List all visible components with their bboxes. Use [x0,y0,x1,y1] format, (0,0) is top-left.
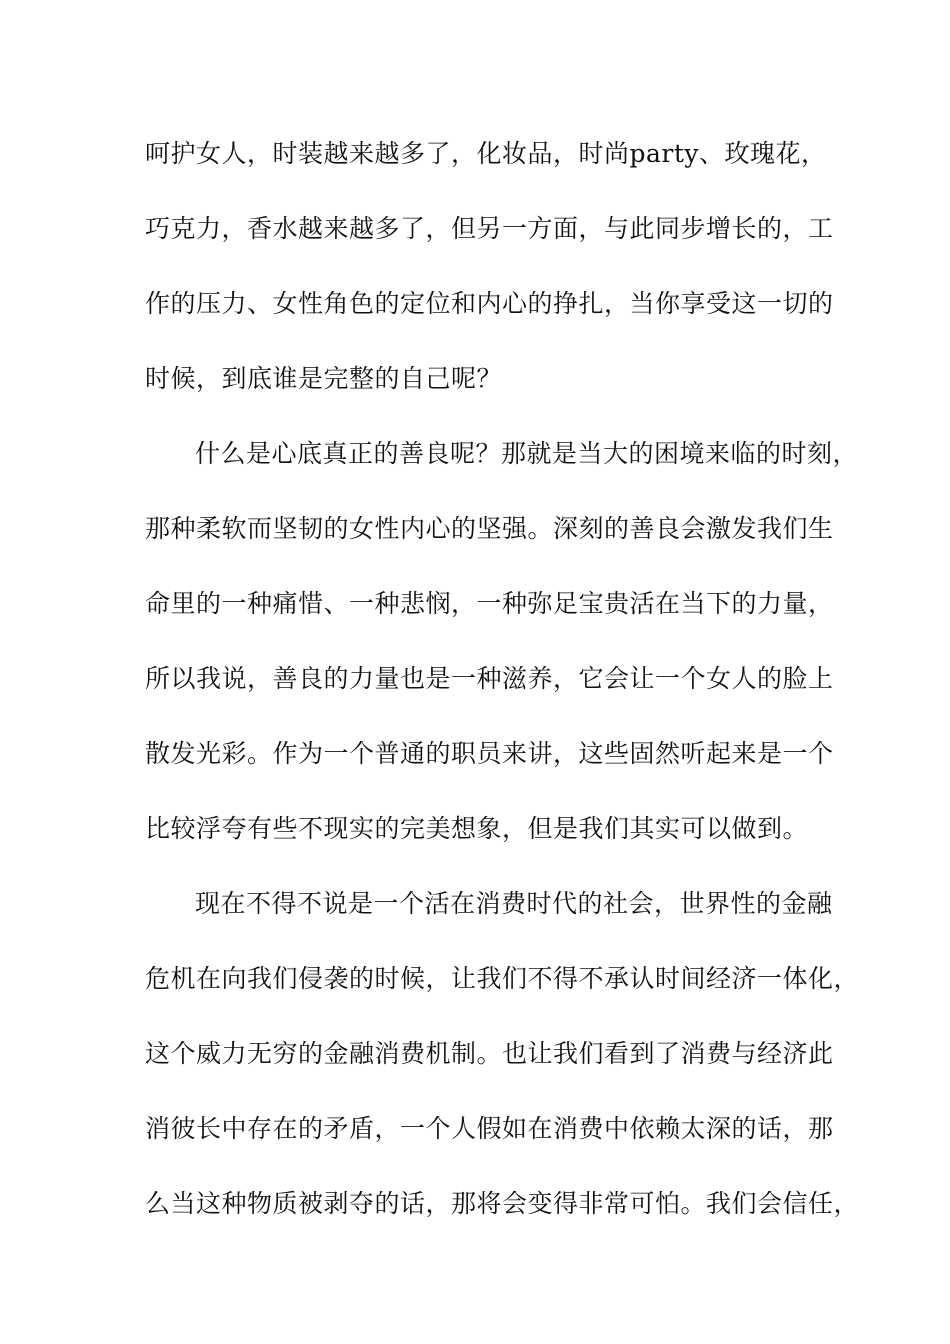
text-line: 那种柔软而坚韧的女性内心的坚强。深刻的善良会激发我们生 [145,514,834,543]
text-line: 散发光彩。作为一个普通的职员来讲，这些固然听起来是一个 [145,739,834,768]
text-line: 所以我说，善良的力量也是一种滋养，它会让一个女人的脸上 [145,664,834,693]
text-line: 这个威力无穷的金融消费机制。也让我们看到了消费与经济此 [145,1039,834,1068]
text-line: 作的压力、女性角色的定位和内心的挣扎，当你享受这一切的 [145,289,834,318]
text-line: 命里的一种痛惜、一种悲悯，一种弥足宝贵活在当下的力量， [145,589,834,618]
body-text [145,134,860,1259]
text-line: 消彼长中存在的矛盾，一个人假如在消费中依赖太深的话，那 [145,1114,834,1143]
paragraph-start-line: 什么是心底真正的善良呢？那就是当大的困境来临的时刻， [195,439,859,468]
text-line: 危机在向我们侵袭的时候，让我们不得不承认时间经济一体化， [145,964,860,993]
text-line: 么当这种物质被剥夺的话，那将会变得非常可怕。我们会信任， [145,1189,860,1218]
text-line: 时候，到底谁是完整的自己呢？ [145,364,503,393]
paragraph-start-line: 现在不得不说是一个活在消费时代的社会，世界性的金融 [195,889,833,918]
text-line: 呵护女人，时装越来越多了，化妆品，时尚party、玫瑰花， [145,139,827,168]
text-line: 比较浮夸有些不现实的完美想象，但是我们其实可以做到。 [145,814,809,843]
text-line: 巧克力，香水越来越多了，但另一方面，与此同步增长的，工 [145,214,834,243]
